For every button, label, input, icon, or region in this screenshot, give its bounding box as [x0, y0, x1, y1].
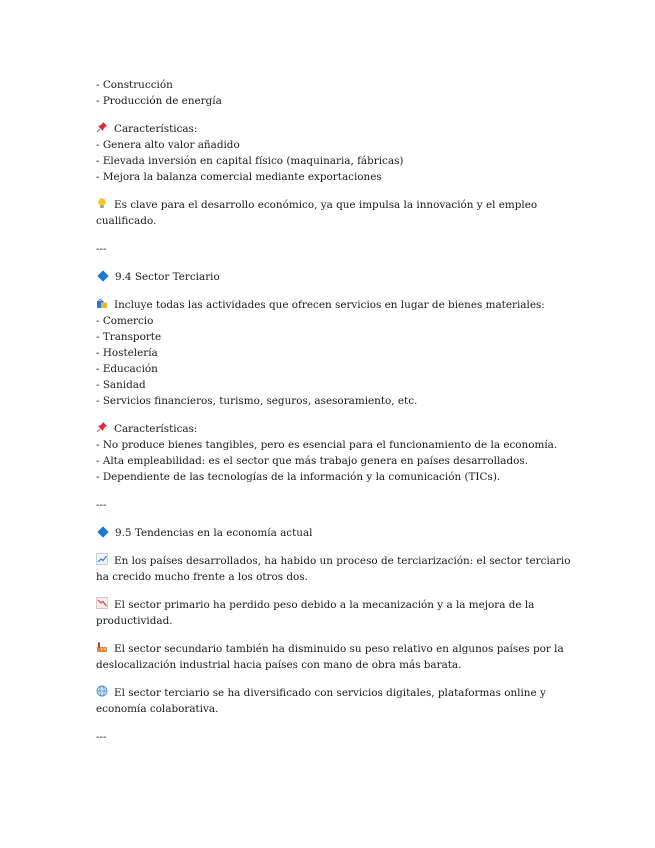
characteristics-heading: Características:: [96, 121, 566, 137]
list-item: - Construcción: [96, 79, 173, 91]
document-content: [96, 77, 571, 745]
shopping-bags-icon: [96, 297, 108, 309]
horizontal-rule: ---: [96, 499, 107, 511]
pushpin-icon: [96, 421, 108, 433]
globe-icon: [96, 685, 108, 697]
blue-diamond-icon: [97, 270, 108, 281]
list-item: - Hostelería: [96, 347, 158, 359]
lightbulb-icon: [96, 197, 108, 209]
trend-paragraph: El sector secundario también ha disminuido su peso relativo en algunos países por la deslocalización industrial hacia países con mano de obra más barata.: [96, 643, 564, 671]
trend-paragraph: El sector primario ha perdido peso debido a la mecanización y a la mejora de la productividad.: [96, 599, 535, 627]
factory-icon: [96, 641, 108, 653]
trend-paragraph: En los países desarrollados, ha habido un proceso de terciarización: el sector terciario ha crecido mucho frente a los otros dos.: [96, 555, 571, 583]
list-item: - Comercio: [96, 315, 154, 327]
list-item: - Educación: [96, 363, 158, 375]
pushpin-icon: [96, 121, 108, 133]
list-item: - Producción de energía: [96, 95, 222, 107]
list-item: - Elevada inversión en capital físico (maquinaria, fábricas): [96, 155, 404, 167]
list-item: - Dependiente de las tecnologías de la información y la comunicación (TICs).: [96, 471, 501, 483]
horizontal-rule: ---: [96, 243, 107, 255]
list-item: - Alta empleabilidad: es el sector que más trabajo genera en países desarrollados.: [96, 455, 528, 467]
list-item: - Servicios financieros, turismo, seguros, asesoramiento, etc.: [96, 395, 418, 407]
blue-diamond-icon: [97, 526, 108, 537]
section-title: 9.5 Tendencias en la economía actual: [96, 525, 566, 541]
list-item: - Sanidad: [96, 379, 146, 391]
horizontal-rule: ---: [96, 731, 107, 743]
key-paragraph: Es clave para el desarrollo económico, ya que impulsa la innovación y el empleo cualificado.: [96, 199, 538, 227]
intro-line: Incluye todas las actividades que ofrecen servicios en lugar de bienes materiales:: [96, 297, 566, 313]
list-item: - Mejora la balanza comercial mediante exportaciones: [96, 171, 382, 183]
list-item: - No produce bienes tangibles, pero es esencial para el funcionamiento de la economía.: [96, 439, 558, 451]
chart-decreasing-icon: [96, 597, 108, 609]
section-title: 9.4 Sector Terciario: [96, 269, 566, 285]
chart-increasing-icon: [96, 553, 108, 565]
list-item: - Transporte: [96, 331, 162, 343]
list-item: - Genera alto valor añadido: [96, 139, 240, 151]
characteristics-heading: Características:: [96, 421, 566, 437]
trend-paragraph: El sector terciario se ha diversificado con servicios digitales, plataformas online y economía colaborativa.: [96, 687, 546, 715]
